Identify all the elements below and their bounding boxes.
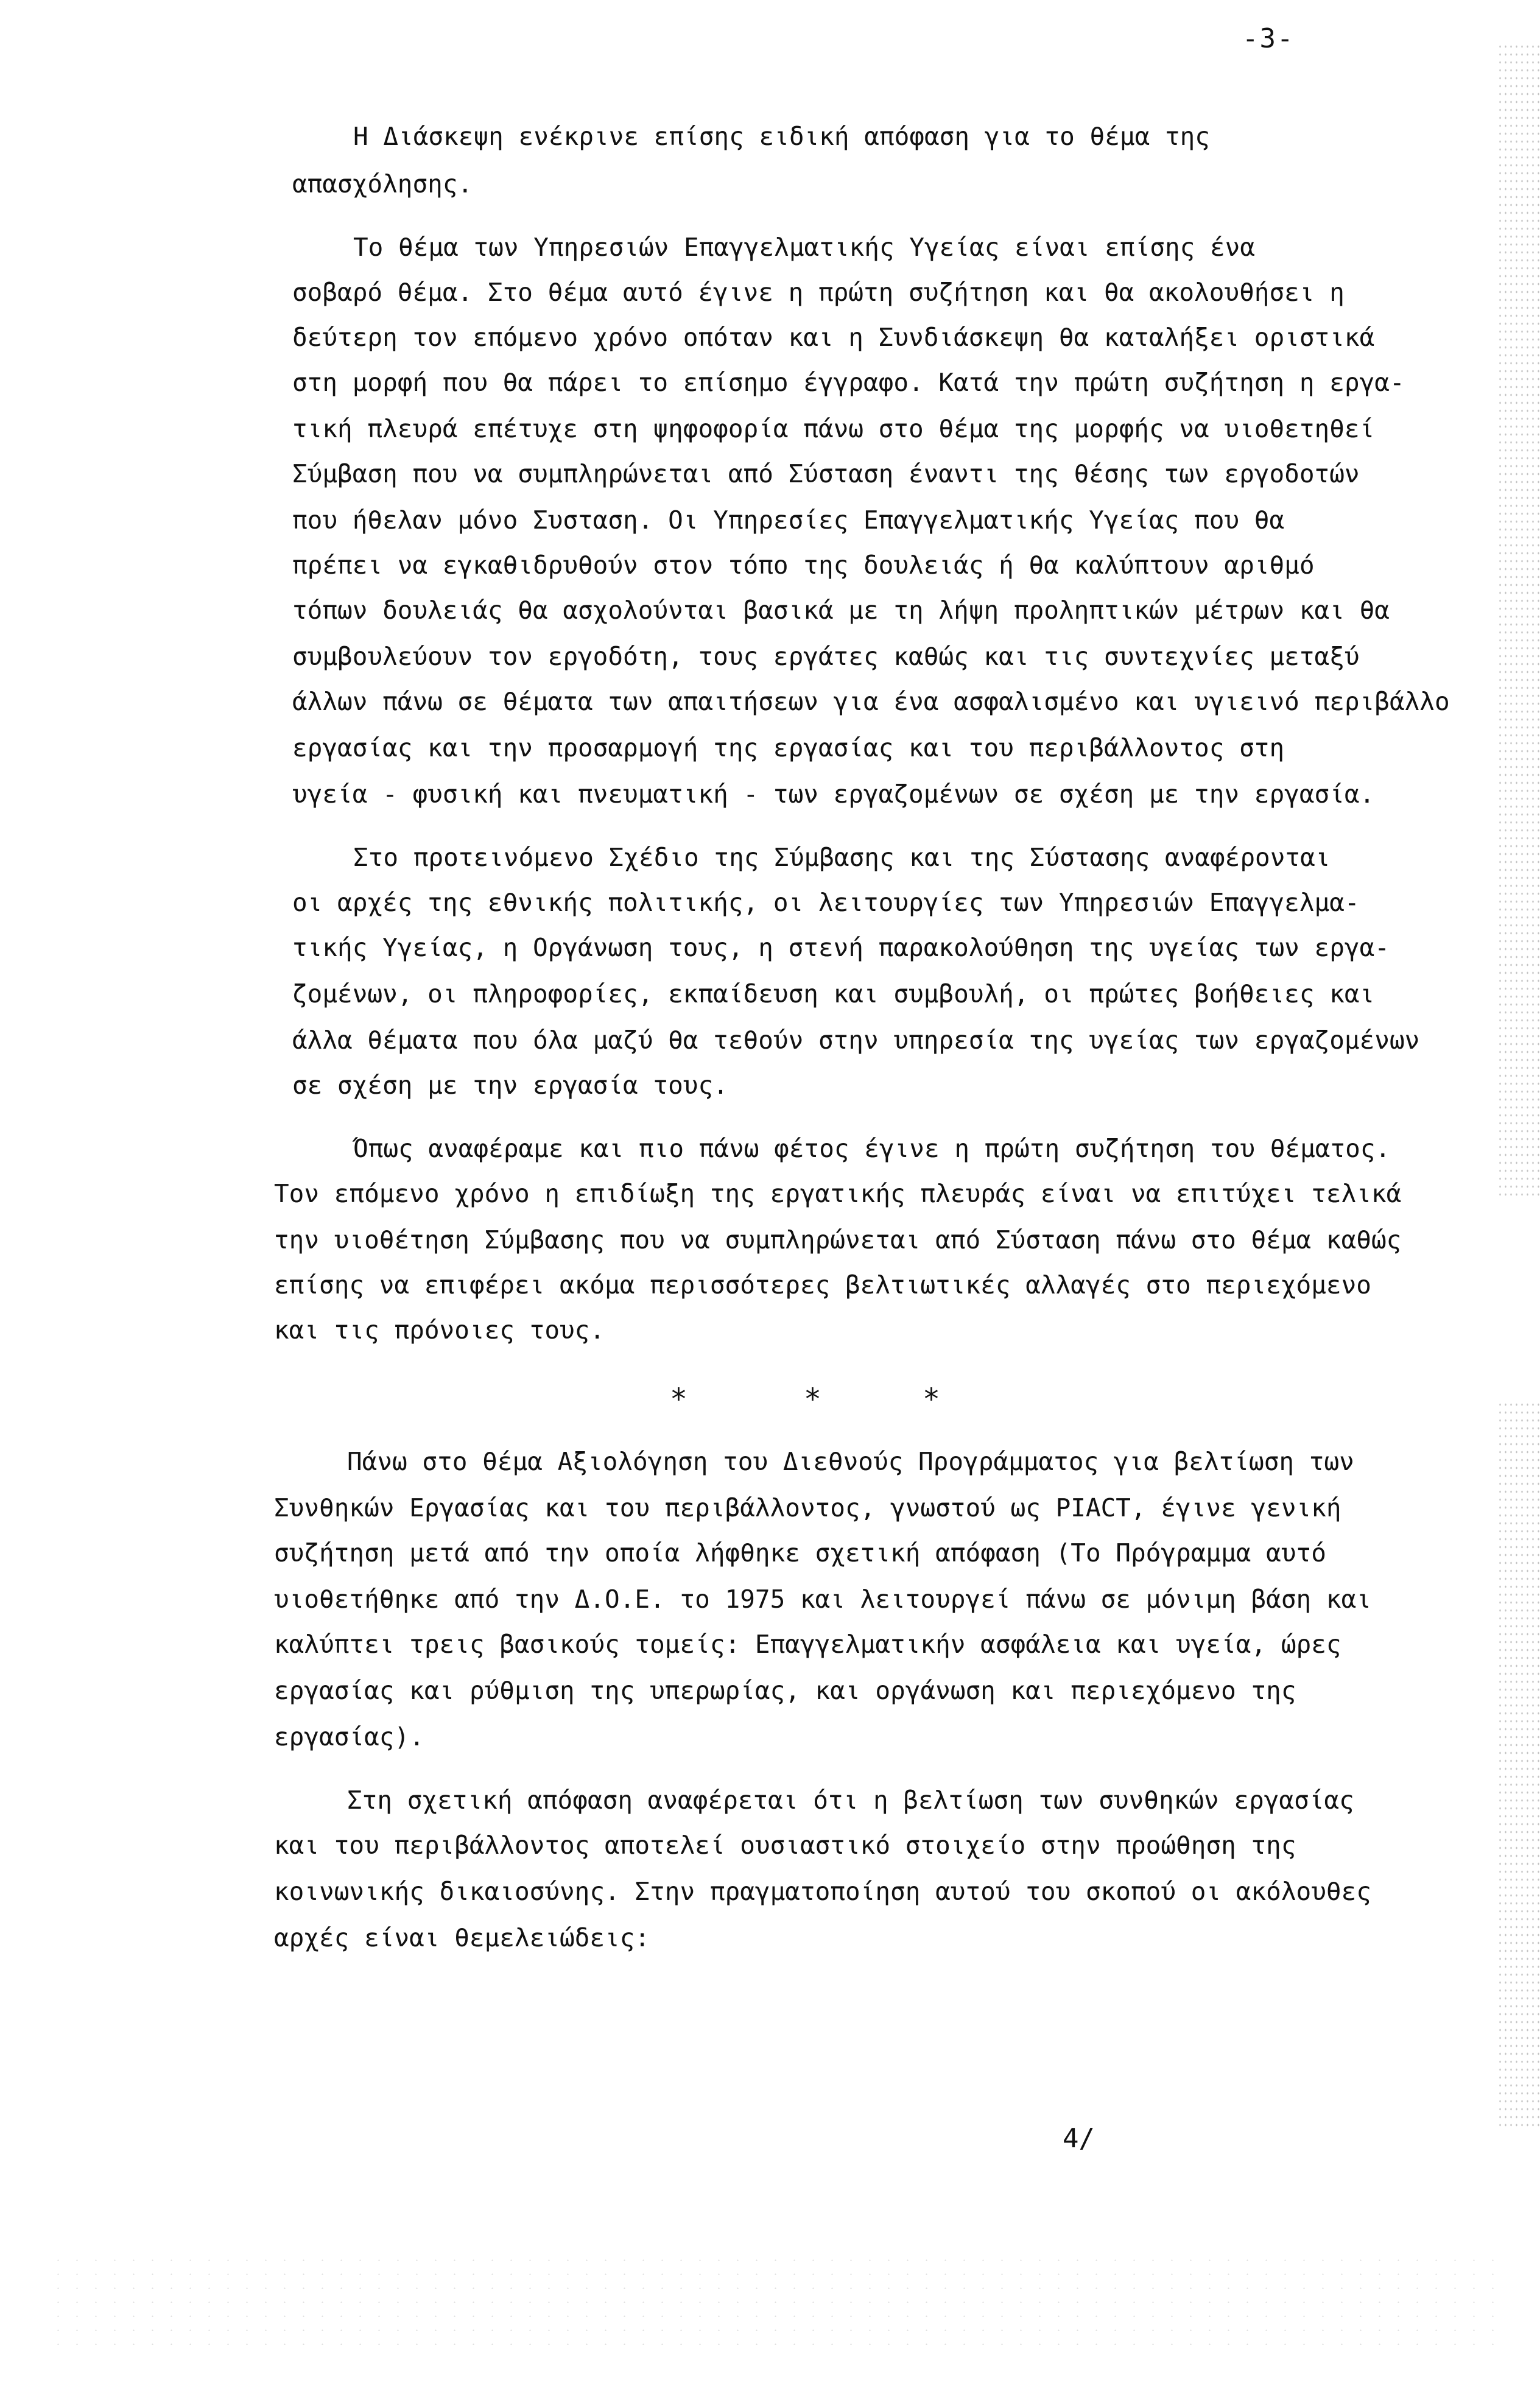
text-line: σε σχέση με την εργασία τους. [292,1071,728,1100]
text-line: πρέπει να εγκαθιδρυθούν στον τόπο της δουλειάς ή θα καλύπτουν αριθμό [292,551,1315,580]
text-line: τικής Υγείας, η Οργάνωση τους, η στενή παρακολούθηση της υγείας των εργα- [292,933,1390,962]
section-separator-star: * [670,1382,687,1416]
text-line: οι αρχές της εθνικής πολιτικής, οι λειτουργίες των Υπηρεσιών Επαγγελμα- [292,888,1360,917]
text-line: Η Διάσκεψη ενέκρινε επίσης ειδική απόφαση για το θέμα της [353,122,1210,151]
text-line: Στη σχετική απόφαση αναφέρεται ότι η βελτίωση των συνθηκών εργασίας [347,1786,1354,1815]
text-line: εργασίας και την προσαρμογή της εργασίας και του περιβάλλοντος στη [292,733,1285,762]
text-line: Το θέμα των Υπηρεσιών Επαγγελματικής Υγείας είναι επίσης ένα [353,233,1256,262]
text-line: και τις πρόνοιες τους. [274,1315,605,1345]
text-line: άλλων πάνω σε θέματα των απαιτήσεων για ένα ασφαλισμένο και υγιεινό περιβάλλο [292,687,1450,716]
section-separator-star: * [804,1382,821,1416]
text-line: κοινωνικής δικαιοσύνης. Στην πραγματοποίηση αυτού του σκοπού οι ακόλουθες [274,1877,1371,1906]
text-line: υγεία - φυσική και πνευματική - των εργαζομένων σε σχέση με την εργασία. [292,779,1375,809]
text-line: ζομένων, οι πληροφορίες, εκπαίδευση και συμβουλή, οι πρώτες βοήθειες και [292,979,1375,1008]
scan-noise-right-lower [1497,1401,1540,2131]
text-line: Τον επόμενο χρόνο η επιδίωξη της εργατικής πλευράς είναι να επιτύχει τελικά [274,1179,1402,1208]
scan-noise-bottom [49,2253,1498,2351]
text-line: τόπων δουλειάς θα ασχολούνται βασικά με τη λήψη προληπτικών μέτρων και θα [292,596,1390,625]
text-line: Σύμβαση που να συμπληρώνεται από Σύσταση έναντι της θέσης των εργοδοτών [292,459,1360,488]
text-line: απασχόλησης. [292,169,473,199]
text-line: Πάνω στο θέμα Αξιολόγηση του Διεθνούς Προγράμματος για βελτίωση των [347,1447,1354,1476]
text-line: δεύτερη τον επόμενο χρόνο οπόταν και η Συνδιάσκεψη θα καταλήξει οριστικά [292,323,1375,352]
text-line: άλλα θέματα που όλα μαζύ θα τεθούν στην υπηρεσία της υγείας των εργαζομένων [292,1026,1420,1055]
text-line: Όπως αναφέραμε και πιο πάνω φέτος έγινε η πρώτη συζήτηση του θέματος. [353,1134,1391,1163]
text-line: Συνθηκών Εργασίας και του περιβάλλοντος, γνωστού ως PIACT, έγινε γενική [274,1493,1341,1522]
text-line: και του περιβάλλοντος αποτελεί ουσιαστικό στοιχείο στην προώθηση της [274,1831,1296,1860]
text-line: υιοθετήθηκε από την Δ.Ο.Ε. το 1975 και λειτουργεί πάνω σε μόνιμη βάση και [274,1585,1371,1614]
text-line: συμβουλεύουν τον εργοδότη, τους εργάτες καθώς και τις συντεχνίες μεταξύ [292,642,1360,671]
scan-noise-right [1497,43,1540,1200]
footer-page-reference: 4/ [1063,2123,1095,2154]
text-line: επίσης να επιφέρει ακόμα περισσότερες βελτιωτικές αλλαγές στο περιεχόμενο [274,1270,1371,1300]
text-line: καλύπτει τρεις βασικούς τομείς: Επαγγελματικήν ασφάλεια και υγεία, ώρες [274,1630,1341,1659]
text-line: αρχές είναι θεμελειώδεις: [274,1923,650,1952]
text-line: συζήτηση μετά από την οποία λήφθηκε σχετική απόφαση (Το Πρόγραμμα αυτό [274,1538,1326,1568]
text-line: εργασίας και ρύθμιση της υπερωρίας, και οργάνωση και περιεχόμενο της [274,1676,1296,1705]
text-line: που ήθελαν μόνο Συσταση. Οι Υπηρεσίες Επαγγελματικής Υγείας που θα [292,505,1285,535]
text-line: εργασίας). [274,1722,424,1751]
text-line: τική πλευρά επέτυχε στη ψηφοφορία πάνω στο θέμα της μορφής να υιοθετηθεί [292,414,1375,443]
text-line: την υιοθέτηση Σύμβασης που να συμπληρώνεται από Σύσταση πάνω στο θέμα καθώς [274,1225,1402,1255]
text-line: στη μορφή που θα πάρει το επίσημο έγγραφο. Κατά την πρώτη συζήτηση η εργα- [292,368,1405,397]
page-number: -3- [1242,23,1295,54]
section-separator-star: * [923,1382,940,1416]
text-line: σοβαρό θέμα. Στο θέμα αυτό έγινε η πρώτη συζήτηση και θα ακολουθήσει η [292,278,1345,307]
text-line: Στο προτεινόμενο Σχέδιο της Σύμβασης και της Σύστασης αναφέρονται [353,843,1331,872]
